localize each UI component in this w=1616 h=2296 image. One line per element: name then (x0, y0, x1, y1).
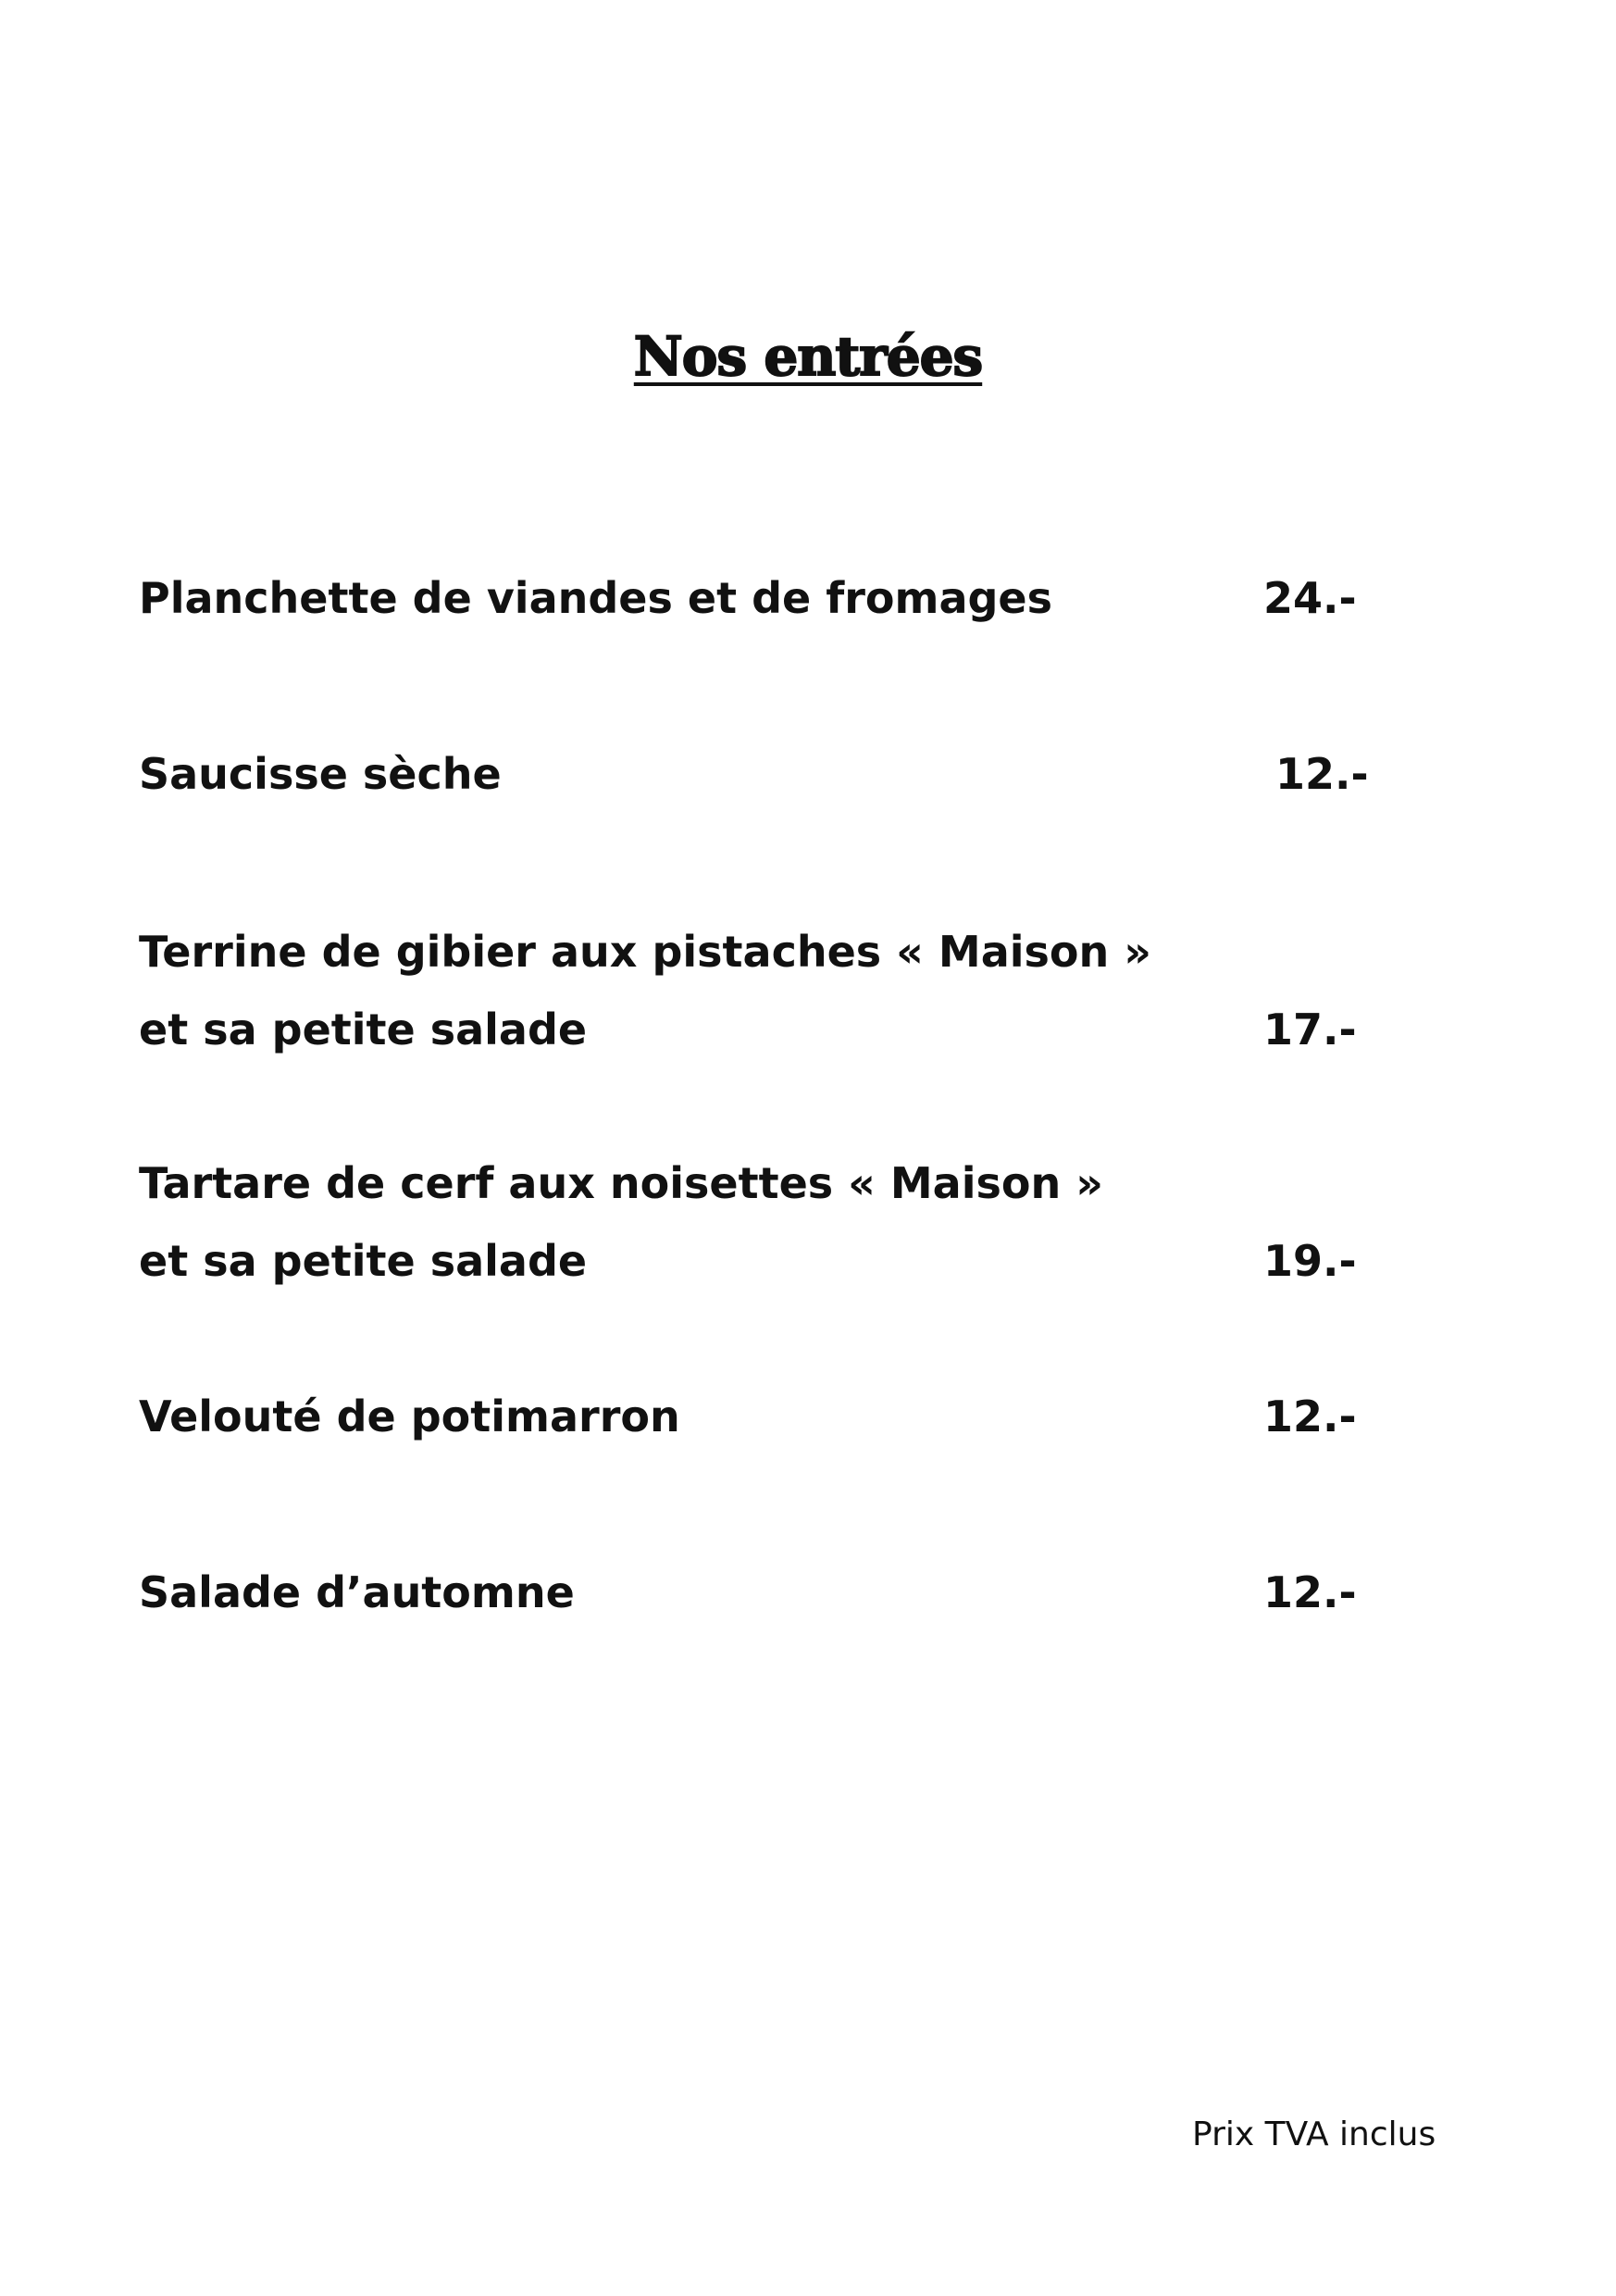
menu-item-price: 19.- (1263, 1236, 1357, 1286)
menu-item-price: 12.- (1263, 1391, 1357, 1441)
page-title: Nos entrées (633, 325, 983, 388)
menu-item-name: Planchette de viandes et de fromages (139, 573, 1053, 623)
vat-note: Prix TVA inclus (1192, 2115, 1436, 2153)
menu-item-name: Terrine de gibier aux pistaches « Maison » (139, 927, 1151, 977)
menu-item-price: 17.- (1263, 1004, 1357, 1054)
menu-item-price: 12.- (1263, 1567, 1357, 1617)
menu-item-name-continued: et sa petite salade (139, 1236, 588, 1286)
menu-item-price: 24.- (1263, 573, 1357, 623)
menu-item-name-continued: et sa petite salade (139, 1004, 588, 1054)
menu-item-name: Saucisse sèche (139, 749, 502, 799)
menu-item-name: Salade d’automne (139, 1567, 575, 1617)
menu-item-price: 12.- (1275, 749, 1369, 799)
menu-item-name: Tartare de cerf aux noisettes « Maison » (139, 1158, 1103, 1208)
menu-item-name: Velouté de potimarron (139, 1391, 680, 1441)
